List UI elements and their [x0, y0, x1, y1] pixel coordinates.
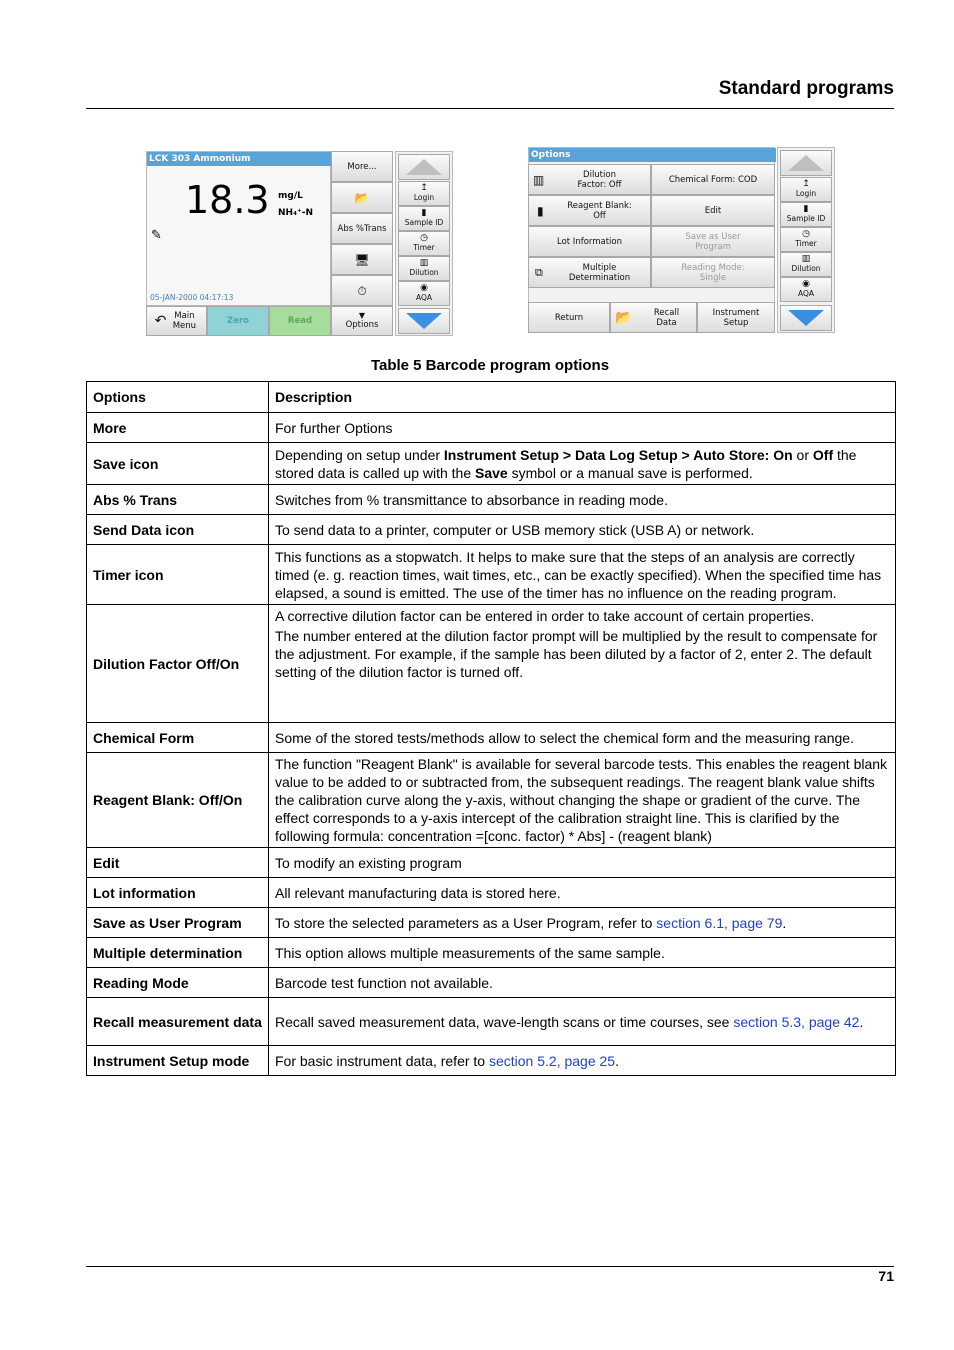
option-description	[269, 908, 896, 938]
dilution-icon: ▥	[801, 254, 811, 264]
option-description: This functions as a stopwatch. It helps to make sure that the steps of an analysis are correctly timed (e. g. reaction times, wait times, etc., can be exactly specified). When the specified time has elapsed, a sound is emitted. The use of the timer has no influence on the reading program.	[269, 545, 896, 605]
sample-id-label: Sample ID	[404, 218, 444, 227]
dilution-factor-button[interactable]	[528, 164, 651, 195]
instrument-setup-label: Instrument Setup	[712, 307, 760, 328]
table-row	[87, 1046, 896, 1076]
side-bar	[395, 151, 453, 336]
main-menu-button[interactable]	[146, 306, 207, 336]
option-description: For further Options	[269, 413, 896, 443]
return-button[interactable]: Return	[528, 302, 610, 333]
reading-species: NH₄⁺-N	[278, 208, 314, 218]
option-name: Reagent Blank: Off/On	[87, 753, 269, 848]
option-name: Dilution Factor Off/On	[87, 605, 269, 723]
dilution-icon: ▥	[419, 258, 429, 268]
option-description: To send data to a printer, computer or USB memory stick (USB A) or network.	[269, 515, 896, 545]
table-row	[87, 753, 896, 848]
login-icon: ↥	[420, 183, 428, 193]
save-as-user-program-button[interactable]	[651, 226, 775, 257]
login-button[interactable]	[398, 181, 450, 206]
reading-mode-button[interactable]	[651, 257, 775, 288]
option-description: This option allows multiple measurements of the same sample.	[269, 938, 896, 968]
table-row	[87, 878, 896, 908]
header-rule	[86, 108, 894, 109]
vial-icon: ▮	[537, 203, 544, 218]
table-row	[87, 485, 896, 515]
option-name: Recall measurement data	[87, 998, 269, 1046]
timer-side-button[interactable]	[398, 231, 450, 256]
column-header-description: Description	[269, 382, 896, 413]
copies-icon: ⧉	[535, 265, 543, 279]
recall-data-label: Recall Data	[653, 307, 680, 328]
option-description	[269, 605, 896, 723]
options-table	[86, 381, 896, 1076]
notepad-icon[interactable]: ✎	[151, 228, 162, 243]
login-icon: ↥	[802, 179, 810, 189]
text: .	[615, 1052, 619, 1069]
multiple-determination-button[interactable]	[528, 257, 651, 288]
save-as-user-program-label: Save as User Program	[685, 231, 741, 252]
instrument-setup-button[interactable]	[697, 302, 775, 333]
dilution-button[interactable]	[780, 252, 832, 277]
scroll-up-button[interactable]	[398, 154, 450, 180]
option-name: Reading Mode	[87, 968, 269, 998]
login-label: Login	[795, 189, 817, 198]
screen-title: LCK 303 Ammonium	[147, 152, 332, 166]
timer-icon[interactable]: ⏱	[331, 275, 393, 306]
lot-information-button[interactable]: Lot Information	[528, 226, 651, 257]
reading-mode-label: Reading Mode: Single	[681, 262, 745, 283]
scroll-up-button[interactable]	[780, 150, 832, 176]
table-row	[87, 848, 896, 878]
dilution-button[interactable]	[398, 256, 450, 281]
option-name: Multiple determination	[87, 938, 269, 968]
option-name: Save icon	[87, 443, 269, 485]
text: To store the selected parameters as a User Program, refer to	[275, 914, 657, 931]
aqa-icon: ◉	[802, 279, 810, 289]
aqa-button[interactable]	[398, 281, 450, 306]
reagent-blank-button[interactable]	[528, 195, 651, 226]
table-header-row	[87, 382, 896, 413]
more-button[interactable]: More...	[331, 151, 393, 182]
timer-label: Timer	[413, 243, 435, 252]
option-name: Edit	[87, 848, 269, 878]
option-name: Abs % Trans	[87, 485, 269, 515]
scroll-down-button[interactable]	[398, 308, 450, 334]
table-row	[87, 413, 896, 443]
options-button[interactable]	[331, 306, 393, 336]
option-name: Instrument Setup mode	[87, 1046, 269, 1076]
bold-text: Off	[812, 446, 834, 463]
save-icon[interactable]: 📂	[331, 182, 393, 213]
section-link[interactable]: section 5.2, page 25	[488, 1052, 616, 1069]
text: Depending on setup under	[275, 446, 444, 463]
reagent-blank-label: Reagent Blank: Off	[567, 200, 632, 221]
text: symbol or a manual save is performed.	[507, 464, 753, 481]
option-name: Save as User Program	[87, 908, 269, 938]
option-name: Timer icon	[87, 545, 269, 605]
option-description: Barcode test function not available.	[269, 968, 896, 998]
reading-value: 18.3	[185, 178, 270, 222]
option-description	[269, 998, 896, 1046]
paragraph: The number entered at the dilution factor prompt will be multiplied by the result to compensate for the adjustment. For example, if the sample has been diluted by a factor of 2, enter 2. The default setting of the dilution factor is turned off.	[275, 628, 878, 680]
arrow-up-icon	[788, 155, 824, 171]
timer-side-button[interactable]	[780, 227, 832, 252]
scroll-down-button[interactable]	[780, 305, 832, 331]
aqa-icon: ◉	[420, 283, 428, 293]
arrow-down-icon	[406, 313, 442, 329]
text: or	[792, 446, 813, 463]
text: .	[859, 1013, 864, 1030]
recall-data-button[interactable]	[610, 302, 697, 333]
login-label: Login	[413, 193, 435, 202]
dilution-label: Dilution	[791, 264, 821, 273]
side-bar	[777, 147, 835, 333]
send-data-icon[interactable]: 🖥	[331, 244, 393, 275]
chemical-form-button[interactable]: Chemical Form: COD	[651, 164, 775, 195]
option-description	[269, 1046, 896, 1076]
zero-button[interactable]: Zero	[207, 306, 269, 336]
back-arrow-icon: ↶	[154, 313, 167, 329]
multiple-determination-label: Multiple Determination	[568, 262, 631, 283]
table-caption: Table 5 Barcode program options	[370, 357, 610, 374]
table-row	[87, 968, 896, 998]
footer-rule	[86, 1266, 894, 1267]
timer-label: Timer	[795, 239, 817, 248]
edit-button[interactable]: Edit	[651, 195, 775, 226]
section-title: Standard programs	[718, 78, 894, 99]
bold-text: Save	[475, 464, 508, 481]
options-label: Options	[345, 320, 379, 330]
abs-trans-button[interactable]: Abs %Trans	[331, 213, 393, 244]
chevron-down-icon: ▼	[358, 311, 366, 320]
options-title: Options	[529, 148, 776, 162]
text: Recall saved measurement data, wave-length scans or time courses, see	[275, 1013, 734, 1030]
login-button[interactable]	[780, 177, 832, 202]
table-row	[87, 515, 896, 545]
sample-id-button[interactable]	[780, 202, 832, 227]
arrow-down-icon	[788, 310, 824, 326]
option-name: Lot information	[87, 878, 269, 908]
read-button[interactable]: Read	[269, 306, 331, 336]
bold-text: Instrument Setup > Data Log Setup > Auto Store: On	[443, 446, 793, 463]
dilution-icon: ▥	[533, 172, 545, 187]
clock-icon: ◷	[420, 233, 428, 243]
option-description: All relevant manufacturing data is stored here.	[269, 878, 896, 908]
options-screen	[528, 147, 835, 333]
aqa-label: AQA	[415, 293, 433, 302]
table-row	[87, 938, 896, 968]
table-row	[87, 545, 896, 605]
reading-unit: mg/L	[278, 191, 303, 201]
option-name: Chemical Form	[87, 723, 269, 753]
option-description: Some of the stored tests/methods allow to select the chemical form and the measuring range.	[269, 723, 896, 753]
table-row	[87, 723, 896, 753]
section-link[interactable]: section 5.3, page 42	[733, 1013, 860, 1030]
option-description: The function "Reagent Blank" is available for several barcode tests. This enables the reagent blank value to be added to or subtracted from, the subsequent readings. The reagent blank value shifts the calibration curve along the y-axis, without changing the shape or gradient of the curve. The effect corresponds to a y-axis intercept of the calibration straight line. This is clarified by the following formula: concentration =[conc. factor) * Abs] - (reagent blank)	[269, 753, 896, 848]
aqa-label: AQA	[797, 289, 815, 298]
dilution-label: Dilution	[409, 268, 439, 277]
option-description: To modify an existing program	[269, 848, 896, 878]
table-row	[87, 908, 896, 938]
timestamp: 05-JAN-2000 04:17:13	[150, 293, 234, 302]
vial-icon: ▮	[421, 208, 427, 218]
text: the stored data is called up with the	[275, 446, 857, 481]
table-row	[87, 443, 896, 485]
arrow-up-icon	[406, 159, 442, 175]
reading-panel	[146, 151, 331, 306]
page-number: 71	[878, 1268, 894, 1284]
folder-icon: 📂	[615, 309, 633, 326]
clock-icon: ◷	[802, 229, 810, 239]
table-row	[87, 998, 896, 1046]
option-description	[269, 443, 896, 485]
column-header-options: Options	[87, 382, 269, 413]
option-name: Send Data icon	[87, 515, 269, 545]
vial-icon: ▮	[803, 204, 809, 214]
dilution-factor-label: Dilution Factor: Off	[577, 169, 622, 190]
measurement-screen	[146, 151, 453, 336]
table-row	[87, 605, 896, 723]
option-name: More	[87, 413, 269, 443]
text: .	[782, 914, 787, 931]
sample-id-button[interactable]	[398, 206, 450, 231]
option-description: Switches from % transmittance to absorbance in reading mode.	[269, 485, 896, 515]
aqa-button[interactable]	[780, 277, 832, 302]
text: For basic instrument data, refer to	[275, 1052, 489, 1069]
main-menu-label: Main Menu	[172, 311, 197, 331]
sample-id-label: Sample ID	[786, 214, 826, 223]
paragraph: A corrective dilution factor can be entered in order to take account of certain properties.	[275, 608, 815, 624]
section-link[interactable]: section 6.1, page 79	[656, 914, 783, 931]
